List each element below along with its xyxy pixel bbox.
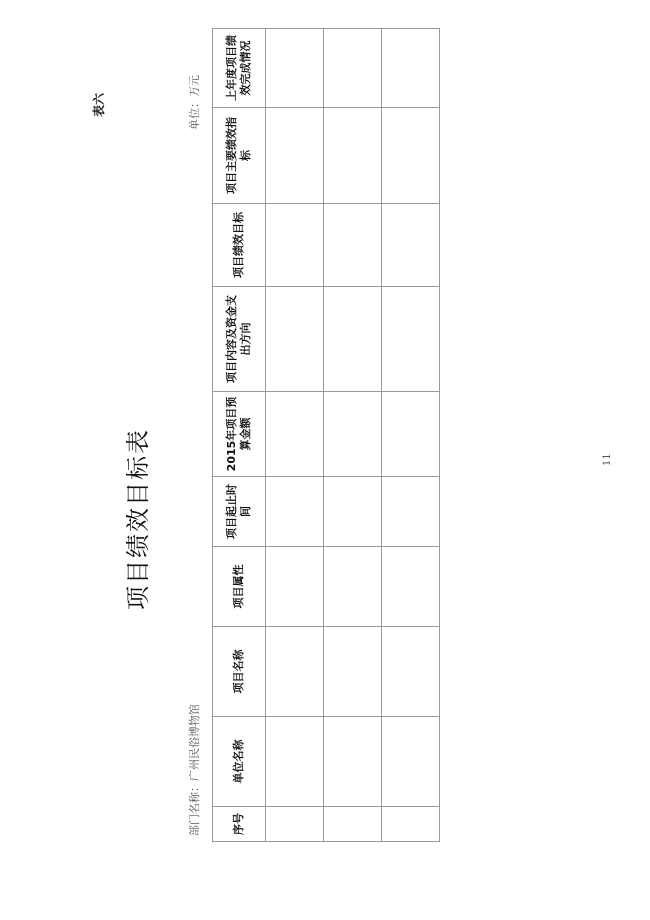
table-cell [324,627,382,717]
header-label: 项目起止时间 [225,484,252,539]
table-cell [324,29,382,108]
header-cell [213,392,266,477]
page-title: 项目绩效目标表 [124,428,152,610]
table-cell [266,29,324,108]
header-cell [213,287,266,392]
table-label: 表六 [92,92,106,117]
table-cell [324,547,382,627]
table-row [324,29,382,842]
header-cell [213,108,266,204]
table-cell [324,287,382,392]
table-cell [382,392,440,477]
table-cell [382,547,440,627]
header-cell [213,547,266,627]
table-cell [382,717,440,807]
header-cell [213,807,266,842]
header-label: 项目主要绩效指标 [225,117,252,194]
header-cell [213,717,266,807]
table-cell [382,108,440,204]
table-cell [266,807,324,842]
header-label: 项目内容及资金支出方向 [225,295,252,383]
header-cell [213,29,266,108]
header-cell [213,627,266,717]
table-header-row [213,29,266,842]
table-cell [324,477,382,547]
table-cell [382,807,440,842]
table-cell [382,29,440,108]
table-cell [266,392,324,477]
table-cell [266,204,324,287]
table-row [382,29,440,842]
table-cell [382,627,440,717]
header-cell [213,477,266,547]
table-cell [266,547,324,627]
table-cell [382,287,440,392]
header-label: 上年度项目绩效完成情况 [225,35,252,101]
header-label: 项目绩效目标 [232,212,245,278]
table-cell [266,627,324,717]
performance-table [212,28,440,842]
header-cell [213,204,266,287]
department-label: 部门名称：广州民俗博物馆 [188,704,201,836]
header-label: 单位名称 [232,739,245,784]
table-cell [324,392,382,477]
table-cell [382,477,440,547]
header-label: 项目属性 [232,564,245,609]
header-label: 2015年项目预算金额 [225,396,252,472]
table-cell [324,717,382,807]
table-row [266,29,324,842]
table-cell [382,204,440,287]
page-number: 11 [602,453,613,466]
table-cell [266,477,324,547]
table-cell [324,204,382,287]
table-cell [266,108,324,204]
table-cell [266,287,324,392]
table-cell [324,807,382,842]
table-cell [324,108,382,204]
table-cell [266,717,324,807]
header-label: 项目名称 [232,649,245,694]
unit-label: 单位：万元 [188,75,201,130]
header-label: 序号 [232,813,245,835]
